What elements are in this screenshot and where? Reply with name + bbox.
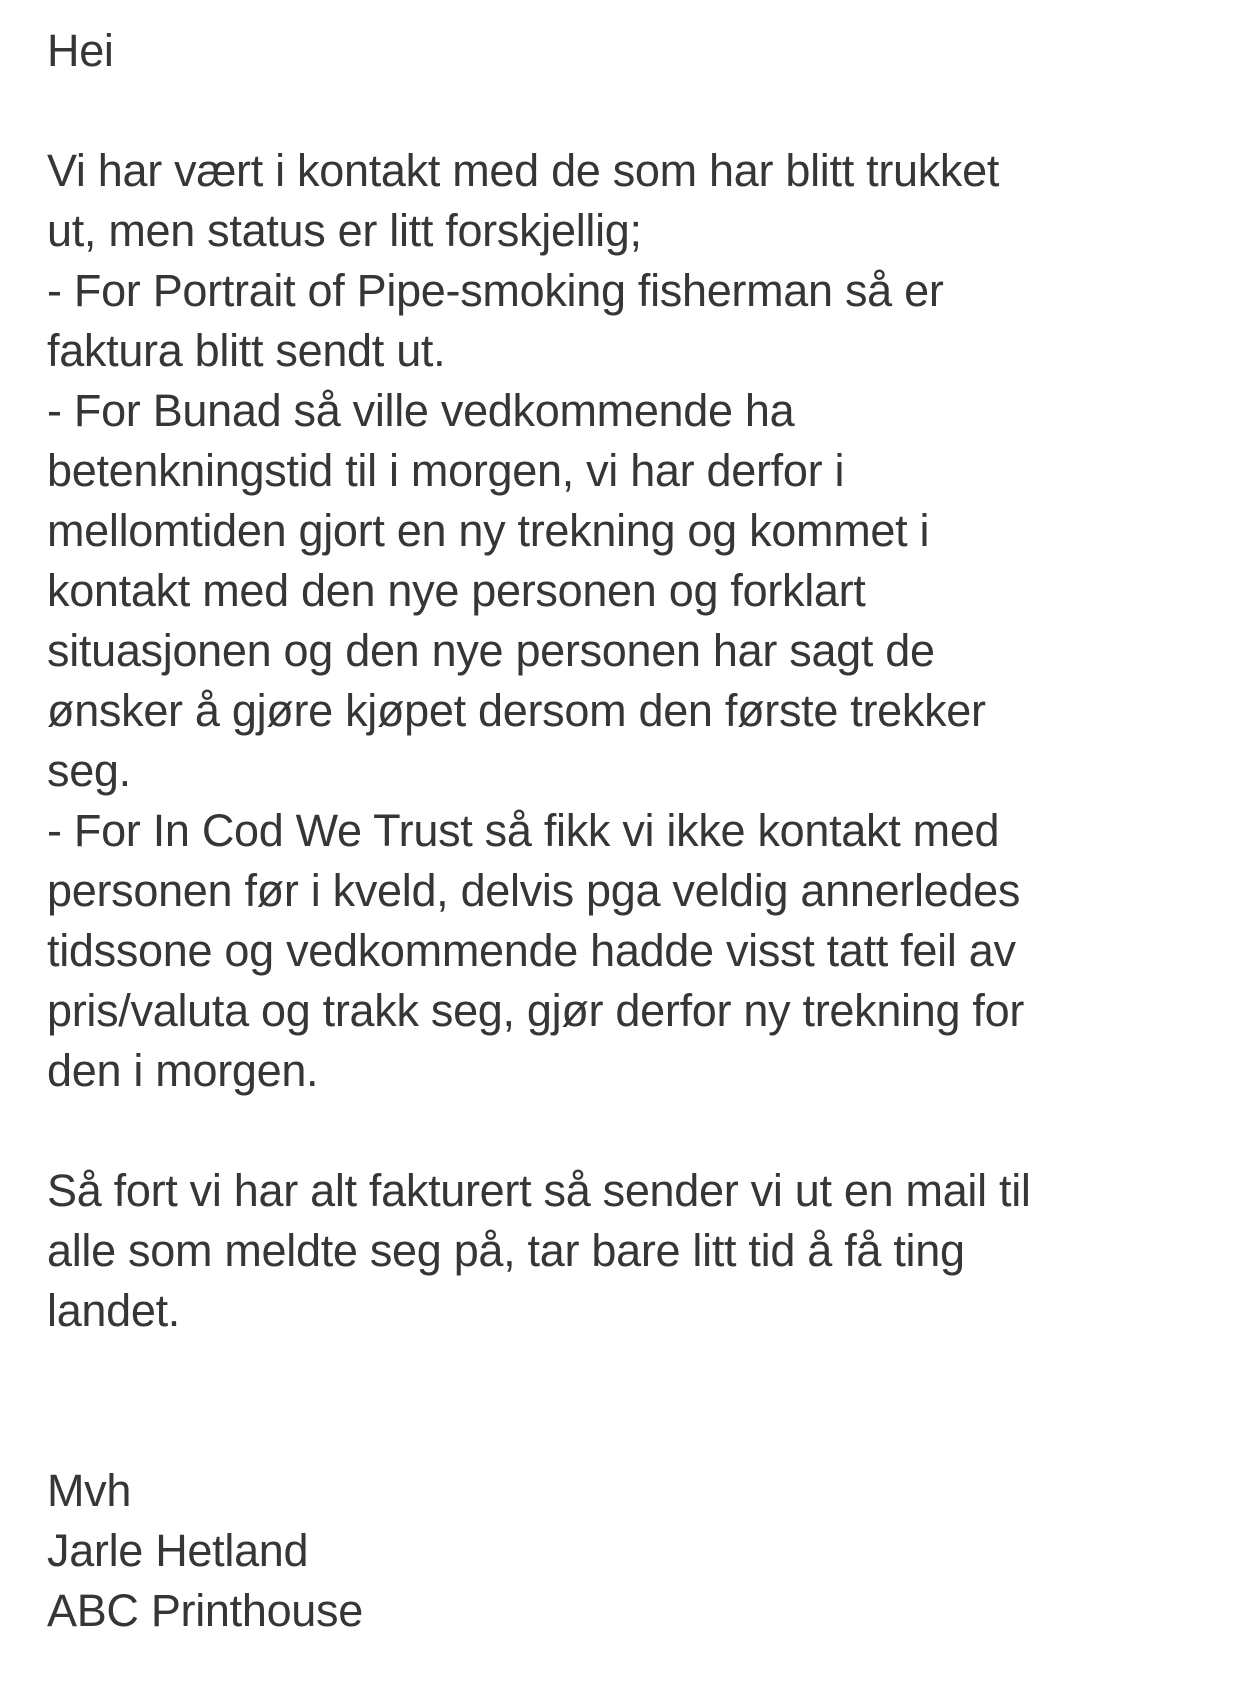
blank-line <box>47 1101 1196 1161</box>
email-signature-company: ABC Printhouse <box>47 1585 363 1636</box>
blank-line <box>47 81 1196 141</box>
email-body-line: alle som meldte seg på, tar bare litt tid å få ting <box>47 1225 965 1276</box>
email-body-line: situasjonen og den nye personen har sagt de <box>47 625 935 676</box>
email-body-line: Så fort vi har alt fakturert så sender vi ut en mail til <box>47 1165 1031 1216</box>
email-body-line: ønsker å gjøre kjøpet dersom den første trekker <box>47 685 986 736</box>
email-signoff: Mvh <box>47 1465 132 1516</box>
email-body-line: - For Bunad så ville vedkommende ha <box>47 385 795 436</box>
email-body-line: - For Portrait of Pipe-smoking fisherman så er <box>47 265 944 316</box>
email-body-line: faktura blitt sendt ut. <box>47 325 446 376</box>
email-body-line: landet. <box>47 1285 181 1336</box>
email-body-line: seg. <box>47 745 131 796</box>
email-body-line: pris/valuta og trakk seg, gjør derfor ny trekning for <box>47 985 1025 1036</box>
blank-line <box>47 1341 1196 1401</box>
email-signature-name: Jarle Hetland <box>47 1525 309 1576</box>
blank-line <box>47 1401 1196 1461</box>
email-body-line: personen før i kveld, delvis pga veldig annerledes <box>47 865 1021 916</box>
email-body-line: tidssone og vedkommende hadde visst tatt feil av <box>47 925 1016 976</box>
email-body-line: Vi har vært i kontakt med de som har blitt trukket <box>47 145 1000 196</box>
email-body-line: betenkningstid til i morgen, vi har derfor i <box>47 445 845 496</box>
email-body-line: den i morgen. <box>47 1045 319 1096</box>
email-body-line: - For In Cod We Trust så fikk vi ikke kontakt med <box>47 805 1000 856</box>
email-body-line: mellomtiden gjort en ny trekning og kommet i <box>47 505 930 556</box>
email-body-line: kontakt med den nye personen og forklart <box>47 565 866 616</box>
email-greeting: Hei <box>47 25 114 76</box>
email-body-line: ut, men status er litt forskjellig; <box>47 205 642 256</box>
